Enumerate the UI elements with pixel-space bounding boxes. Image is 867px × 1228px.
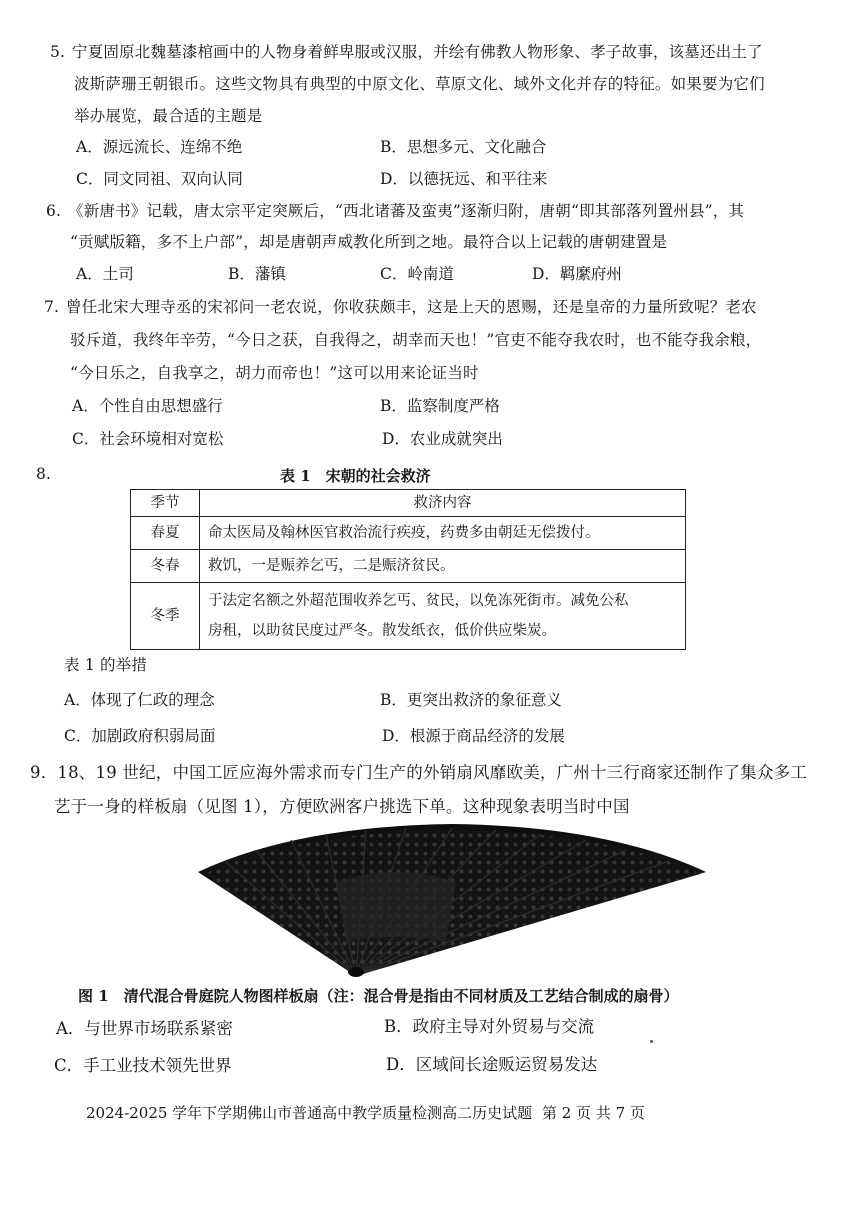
question-7-line-1: 7. 曾任北宋大理寺丞的宋祁问一老农说，你收获颇丰，这是上天的恩赐，还是皇帝的力量所致呢？老农 <box>44 298 757 316</box>
q5-option-a: A．源远流长、连绵不绝 <box>76 138 243 156</box>
q5-option-d: D．以德抚远、和平往来 <box>380 170 548 188</box>
q8-option-a: A．体现了仁政的理念 <box>64 691 215 709</box>
q6-option-c: C．岭南道 <box>380 265 454 283</box>
table-row <box>131 583 686 650</box>
table-header-row <box>131 490 686 517</box>
question-number: 7. <box>44 298 60 316</box>
table-caption: 表 1 宋朝的社会救济 <box>280 467 431 485</box>
table-cell-line: 于法定名额之外超范围收养乞丐、贫民，以免冻死街市。减免公私 <box>208 593 629 609</box>
table-row <box>131 550 686 583</box>
q9-option-c: C．手工业技术领先世界 <box>54 1056 232 1075</box>
question-7-line-2: 驳斥道，我终年辛劳，“今日之获，自我得之，胡幸而天也！”官吏不能夺我农时，也不能夺我余粮， <box>70 331 762 349</box>
q5-option-b: B．思想多元、文化融合 <box>380 138 547 156</box>
q8-option-b: B．更突出救济的象征意义 <box>380 691 562 709</box>
footer-page-number: 第 2 页 共 7 页 <box>542 1104 645 1122</box>
question-5-line-1: 5. 宁夏固原北魏墓漆棺画中的人物身着鲜卑服或汉服，并绘有佛教人物形象、孝子故事，该墓还出土了 <box>50 43 763 61</box>
table-cell-content: 救饥，一是赈养乞丐，二是赈济贫民。 <box>200 550 686 583</box>
table-cell-line: 房租，以助贫民度过严冬。散发纸衣，低价供应柴炭。 <box>208 623 556 639</box>
question-number: 9． <box>30 763 58 782</box>
question-8-number: 8. <box>36 465 52 483</box>
folding-fan-image <box>196 822 708 978</box>
question-7-line-3: “今日乐之，自我享之，胡力而帝也！”这可以用来论证当时 <box>70 364 479 382</box>
q9-option-d: D．区域间长途贩运贸易发达 <box>386 1055 598 1074</box>
table-cell-season: 冬春 <box>131 550 200 583</box>
question-number: 6. <box>46 202 62 220</box>
table-row <box>131 517 686 550</box>
question-6-line-2: “贡赋版籍，多不上户部”，却是唐朝声威教化所到之地。最符合以上记载的唐朝建置是 <box>70 233 668 251</box>
question-5-line-2: 波斯萨珊王朝银币。这些文物具有典型的中原文化、草原文化、域外文化并存的特征。如果要为它们 <box>74 75 765 93</box>
q9-option-b: B．政府主导对外贸易与交流 <box>384 1017 595 1036</box>
table-header-season: 季节 <box>131 490 200 517</box>
table-cell-season: 春夏 <box>131 517 200 550</box>
q8-stem: 表 1 的举措 <box>64 656 148 674</box>
q7-option-c: C．社会环境相对宽松 <box>72 430 224 448</box>
question-9-line-1: 9．18、19 世纪，中国工匠应海外需求而专门生产的外销扇风靡欧美，广州十三行商家还制作了集众多工 <box>30 763 808 782</box>
table-cell-content: 命太医局及翰林医官救治流行疾疫，药费多由朝廷无偿拨付。 <box>200 517 686 550</box>
q8-option-c: C．加剧政府积弱局面 <box>64 727 216 745</box>
q6-option-a: A．土司 <box>76 265 134 283</box>
question-6-line-1: 6. 《新唐书》记载，唐太宗平定突厥后，“西北诸蕃及蛮夷”逐渐归附，唐朝“即其部落列置州县”，其 <box>46 202 745 220</box>
scan-speck <box>650 1040 653 1043</box>
q9-option-a: A．与世界市场联系紧密 <box>56 1019 233 1038</box>
q6-option-d: D．羁縻府州 <box>532 265 622 283</box>
q8-option-d: D．根源于商品经济的发展 <box>382 727 565 745</box>
q7-option-a: A．个性自由思想盛行 <box>72 397 223 415</box>
question-9-line-2: 艺于一身的样板扇（见图 1），方便欧洲客户挑选下单。这种现象表明当时中国 <box>54 797 630 816</box>
table-cell-content <box>200 583 686 650</box>
q6-option-b: B．藩镇 <box>228 265 286 283</box>
relief-table <box>130 489 686 650</box>
q5-option-c: C．同文同祖、双向认同 <box>76 170 243 188</box>
q7-option-b: B．监察制度严格 <box>380 397 500 415</box>
question-number: 5. <box>50 43 66 61</box>
table-cell-season: 冬季 <box>131 583 200 650</box>
figure-caption: 图 1 清代混合骨庭院人物图样板扇（注：混合骨是指由不同材质及工艺结合制成的扇骨） <box>78 987 679 1005</box>
table-header-content: 救济内容 <box>200 490 686 517</box>
question-5-line-3: 举办展览，最合适的主题是 <box>74 107 263 125</box>
footer-title: 2024-2025 学年下学期佛山市普通高中教学质量检测高二历史试题 <box>86 1104 533 1122</box>
q7-option-d: D．农业成就突出 <box>382 430 503 448</box>
